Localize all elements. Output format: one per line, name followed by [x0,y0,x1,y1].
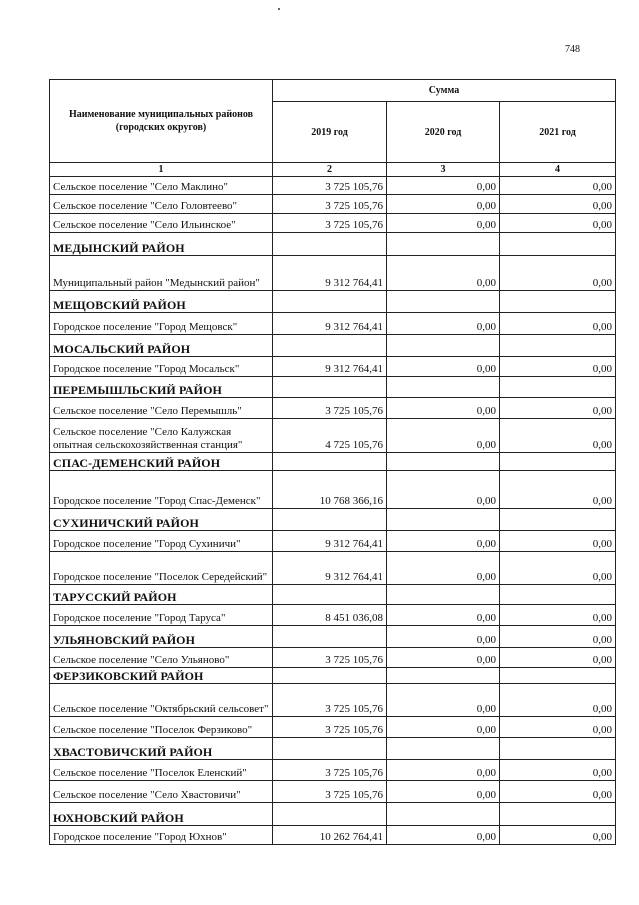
amount-2019-cell [273,291,387,313]
table-row [50,531,616,552]
amount-2021-cell [500,291,616,313]
amount-2020-cell [387,335,500,357]
amount-2019-cell: 9 312 764,41 [273,313,387,335]
row-name-cell: СПАС-ДЕМЕНСКИЙ РАЙОН [50,453,273,471]
amount-2019-cell [273,377,387,398]
amount-2020-cell: 0,00 [387,357,500,377]
district-row [50,803,616,826]
amount-2020-cell: 0,00 [387,471,500,509]
amount-2020-cell: 0,00 [387,717,500,738]
amount-2020-cell: 0,00 [387,605,500,626]
amount-2020-cell [387,233,500,256]
amount-2021-cell: 0,00 [500,717,616,738]
amount-2019-cell [273,233,387,256]
district-row [50,738,616,760]
name-column-header: Наименование муниципальных районов (городских округов) [50,80,273,163]
row-name-cell: МЕЩОВСКИЙ РАЙОН [50,291,273,313]
row-name-cell: ТАРУССКИЙ РАЙОН [50,585,273,605]
amount-2021-cell: 0,00 [500,256,616,291]
amount-2019-cell: 9 312 764,41 [273,357,387,377]
amount-2021-cell: 0,00 [500,826,616,845]
amount-2021-cell [500,803,616,826]
amount-2021-cell [500,509,616,531]
amount-2019-cell [273,585,387,605]
amount-2021-cell [500,453,616,471]
amount-2020-cell: 0,00 [387,684,500,717]
amount-2021-cell: 0,00 [500,195,616,214]
table-row [50,684,616,717]
district-row [50,668,616,684]
row-name-cell: ПЕРЕМЫШЛЬСКИЙ РАЙОН [50,377,273,398]
row-name-cell: Городское поселение "Поселок Середейский" [50,552,273,585]
row-name-cell: Городское поселение "Город Мосальск" [50,357,273,377]
table-row [50,826,616,845]
amount-2019-cell: 3 725 105,76 [273,177,387,195]
district-row [50,233,616,256]
row-name-cell: Сельское поселение "Село Перемышль" [50,398,273,419]
column-number-4: 4 [500,163,616,177]
amount-2021-cell: 0,00 [500,313,616,335]
row-name-cell: ХВАСТОВИЧСКИЙ РАЙОН [50,738,273,760]
amount-2019-cell: 3 725 105,76 [273,398,387,419]
row-name-cell: МЕДЫНСКИЙ РАЙОН [50,233,273,256]
amount-2021-cell: 0,00 [500,552,616,585]
row-name-cell: Городское поселение "Город Мещовск" [50,313,273,335]
table-row [50,357,616,377]
amount-2020-cell [387,291,500,313]
amount-2019-cell: 9 312 764,41 [273,256,387,291]
amount-2020-cell: 0,00 [387,760,500,781]
district-row [50,585,616,605]
amount-2021-cell: 0,00 [500,177,616,195]
page-number: 748 [565,44,580,55]
amount-2020-cell [387,803,500,826]
amount-2020-cell [387,377,500,398]
amount-2019-cell [273,453,387,471]
table-row [50,214,616,233]
amount-2021-cell: 0,00 [500,531,616,552]
amount-2019-cell: 10 768 366,16 [273,471,387,509]
amount-2020-cell: 0,00 [387,214,500,233]
table-row [50,313,616,335]
amount-2021-cell [500,335,616,357]
budget-table [49,79,616,845]
table-row [50,760,616,781]
amount-2019-cell: 3 725 105,76 [273,760,387,781]
amount-2020-cell [387,509,500,531]
amount-2019-cell: 3 725 105,76 [273,648,387,668]
amount-2021-cell: 0,00 [500,419,616,453]
amount-2021-cell [500,585,616,605]
row-name-cell: ФЕРЗИКОВСКИЙ РАЙОН [50,668,273,684]
amount-2019-cell: 9 312 764,41 [273,531,387,552]
table-row [50,195,616,214]
amount-2019-cell: 8 451 036,08 [273,605,387,626]
amount-2019-cell: 3 725 105,76 [273,717,387,738]
table-row [50,419,616,453]
amount-2019-cell [273,626,387,648]
amount-2021-cell: 0,00 [500,760,616,781]
row-name-cell: Сельское поселение "Село Головтеево" [50,195,273,214]
district-row [50,291,616,313]
amount-2020-cell: 0,00 [387,531,500,552]
amount-2019-cell: 9 312 764,41 [273,552,387,585]
row-name-cell: СУХИНИЧСКИЙ РАЙОН [50,509,273,531]
amount-2019-cell: 3 725 105,76 [273,195,387,214]
amount-2019-cell [273,738,387,760]
row-name-cell: Городское поселение "Город Спас-Деменск" [50,471,273,509]
district-row [50,335,616,357]
table-row [50,781,616,803]
amount-2021-cell: 0,00 [500,214,616,233]
amount-2021-cell: 0,00 [500,648,616,668]
amount-2021-cell: 0,00 [500,684,616,717]
year-2021-header: 2021 год [500,102,616,163]
amount-2020-cell: 0,00 [387,195,500,214]
row-name-cell: МОСАЛЬСКИЙ РАЙОН [50,335,273,357]
amount-2020-cell [387,668,500,684]
amount-2019-cell: 3 725 105,76 [273,781,387,803]
row-name-cell: ЮХНОВСКИЙ РАЙОН [50,803,273,826]
table-body [50,177,616,845]
amount-2020-cell: 0,00 [387,626,500,648]
amount-2021-cell: 0,00 [500,357,616,377]
table-row [50,256,616,291]
amount-2021-cell: 0,00 [500,471,616,509]
column-number-1: 1 [50,163,273,177]
scan-speck [278,8,280,10]
amount-2019-cell [273,803,387,826]
amount-2020-cell: 0,00 [387,177,500,195]
amount-2021-cell [500,738,616,760]
column-number-2: 2 [273,163,387,177]
amount-2021-cell: 0,00 [500,605,616,626]
amount-2021-cell: 0,00 [500,626,616,648]
table-row [50,398,616,419]
row-name-cell: Сельское поселение "Поселок Ферзиково" [50,717,273,738]
district-row [50,453,616,471]
amount-2021-cell [500,668,616,684]
row-name-cell: Городское поселение "Город Таруса" [50,605,273,626]
amount-2021-cell [500,377,616,398]
row-name-cell: УЛЬЯНОВСКИЙ РАЙОН [50,626,273,648]
amount-2019-cell: 4 725 105,76 [273,419,387,453]
column-number-3: 3 [387,163,500,177]
amount-2020-cell: 0,00 [387,781,500,803]
row-name-cell: Городское поселение "Город Сухиничи" [50,531,273,552]
table-row [50,177,616,195]
table-row [50,552,616,585]
row-name-cell: Сельское поселение "Село Калужская опытная сельскохозяйственная станция" [50,419,273,453]
amount-2020-cell: 0,00 [387,256,500,291]
amount-2020-cell [387,738,500,760]
amount-2020-cell [387,585,500,605]
amount-2020-cell: 0,00 [387,552,500,585]
row-name-cell: Городское поселение "Город Юхнов" [50,826,273,845]
table-row [50,648,616,668]
district-row [50,509,616,531]
amount-2021-cell [500,233,616,256]
amount-2019-cell: 3 725 105,76 [273,214,387,233]
sum-header: Сумма [273,80,616,102]
amount-2020-cell [387,453,500,471]
amount-2020-cell: 0,00 [387,648,500,668]
year-2019-header: 2019 год [273,102,387,163]
amount-2020-cell: 0,00 [387,313,500,335]
amount-2020-cell: 0,00 [387,398,500,419]
table-row [50,717,616,738]
row-name-cell: Муниципальный район "Медынский район" [50,256,273,291]
district-row [50,377,616,398]
year-2020-header: 2020 год [387,102,500,163]
amount-2021-cell: 0,00 [500,398,616,419]
amount-2021-cell: 0,00 [500,781,616,803]
amount-2019-cell [273,509,387,531]
row-name-cell: Сельское поселение "Поселок Еленский" [50,760,273,781]
row-name-cell: Сельское поселение "Октябрьский сельсовет" [50,684,273,717]
row-name-cell: Сельское поселение "Село Ульяново" [50,648,273,668]
table-row [50,605,616,626]
amount-2020-cell: 0,00 [387,826,500,845]
amount-2019-cell [273,668,387,684]
district-row [50,626,616,648]
amount-2019-cell: 3 725 105,76 [273,684,387,717]
table-row [50,471,616,509]
row-name-cell: Сельское поселение "Село Ильинское" [50,214,273,233]
row-name-cell: Сельское поселение "Село Маклино" [50,177,273,195]
row-name-cell: Сельское поселение "Село Хвастовичи" [50,781,273,803]
amount-2020-cell: 0,00 [387,419,500,453]
amount-2019-cell [273,335,387,357]
amount-2019-cell: 10 262 764,41 [273,826,387,845]
